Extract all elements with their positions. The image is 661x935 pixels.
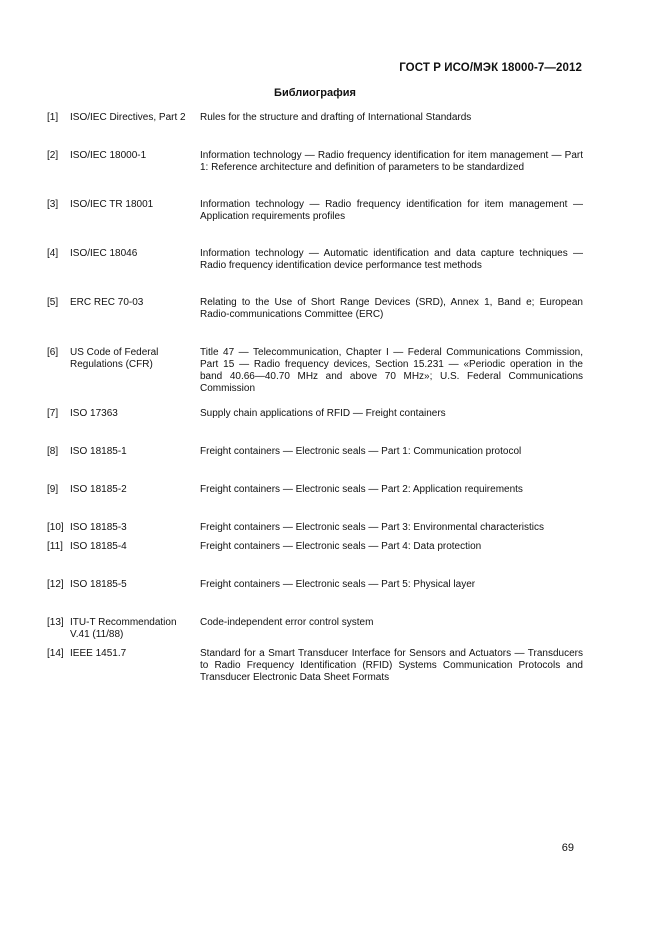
entry-reference: ISO 17363 (70, 408, 118, 419)
entry-reference: ISO/IEC TR 18001 (70, 199, 154, 210)
entry-reference: ISO/IEC 18046 (70, 248, 138, 259)
entry-number: [14] (47, 648, 64, 659)
entry-description: Information technology — Radio frequency identification for item management — Part 1: Reference architecture and definition of parameters to be standardized (200, 150, 583, 173)
entry-number: [4] (47, 248, 59, 259)
entry-description: Information technology — Automatic identification and data capture techniques — Radio frequency identification device performance test methods (200, 248, 583, 271)
entry-number: [11] (47, 541, 63, 552)
entry-reference: IEEE 1451.7 (70, 648, 127, 659)
entry-number: [1] (47, 112, 59, 123)
entry-description: Rules for the structure and drafting of International Standards (200, 112, 472, 123)
entry-number: [13] (47, 617, 64, 628)
entry-number: [5] (47, 297, 59, 308)
entry-number: [3] (47, 199, 59, 210)
entry-reference: ISO 18185-3 (70, 522, 127, 533)
page-title: Библиография (274, 87, 356, 99)
entry-reference: ISO/IEC 18000-1 (70, 150, 147, 161)
entry-description: Freight containers — Electronic seals — Part 2: Application requirements (200, 484, 523, 495)
entry-number: [12] (47, 579, 64, 590)
entry-description: Freight containers — Electronic seals — Part 1: Communication protocol (200, 446, 522, 457)
entry-reference: ISO 18185-2 (70, 484, 127, 495)
entry-number: [2] (47, 150, 59, 161)
entry-reference: ERC REC 70-03 (70, 297, 144, 308)
page-number: 69 (561, 842, 574, 854)
entry-description: Supply chain applications of RFID — Freight containers (200, 408, 446, 419)
entry-number: [8] (47, 446, 59, 457)
entry-description: Standard for a Smart Transducer Interface for Sensors and Actuators — Transducers to Radio Frequency Identification (RFID) Systems Communication Protocols and Transducer Electronic Data Sheet Formats (200, 648, 583, 683)
entry-number: [7] (47, 408, 59, 419)
entry-reference: US Code of Federal Regulations (CFR) (70, 347, 159, 370)
entry-number: [10] (47, 522, 64, 533)
entry-description: Freight containers — Electronic seals — Part 4: Data protection (200, 541, 482, 552)
entry-reference: ISO/IEC Directives, Part 2 (70, 112, 186, 123)
entry-number: [6] (47, 347, 59, 358)
entry-reference: ISO 18185-5 (70, 579, 127, 590)
document-header: ГОСТ Р ИСО/МЭК 18000-7—2012 (399, 62, 582, 74)
entry-description: Title 47 — Telecommunication, Chapter I — Federal Communications Commission, Part 15 — Radio frequency devices, Section 15.231 — «Periodic operation in the band 40.66—40.70 MHz and above 70 MHz»; U.S. Federal Communications Commission (200, 347, 583, 394)
entry-reference: ITU-T Recommendation V.41 (11/88) (70, 617, 177, 640)
entry-description: Freight containers — Electronic seals — Part 5: Physical layer (200, 579, 476, 590)
entry-reference: ISO 18185-4 (70, 541, 127, 552)
entry-number: [9] (47, 484, 59, 495)
entry-reference: ISO 18185-1 (70, 446, 127, 457)
entry-description: Code-independent error control system (200, 617, 374, 628)
entry-description: Information technology — Radio frequency identification for item management — Application requirements profiles (200, 199, 583, 222)
entry-description: Freight containers — Electronic seals — Part 3: Environmental characteristics (200, 522, 545, 533)
entry-description: Relating to the Use of Short Range Devices (SRD), Annex 1, Band e; European Radio-communications Committee (ERC) (200, 297, 583, 320)
